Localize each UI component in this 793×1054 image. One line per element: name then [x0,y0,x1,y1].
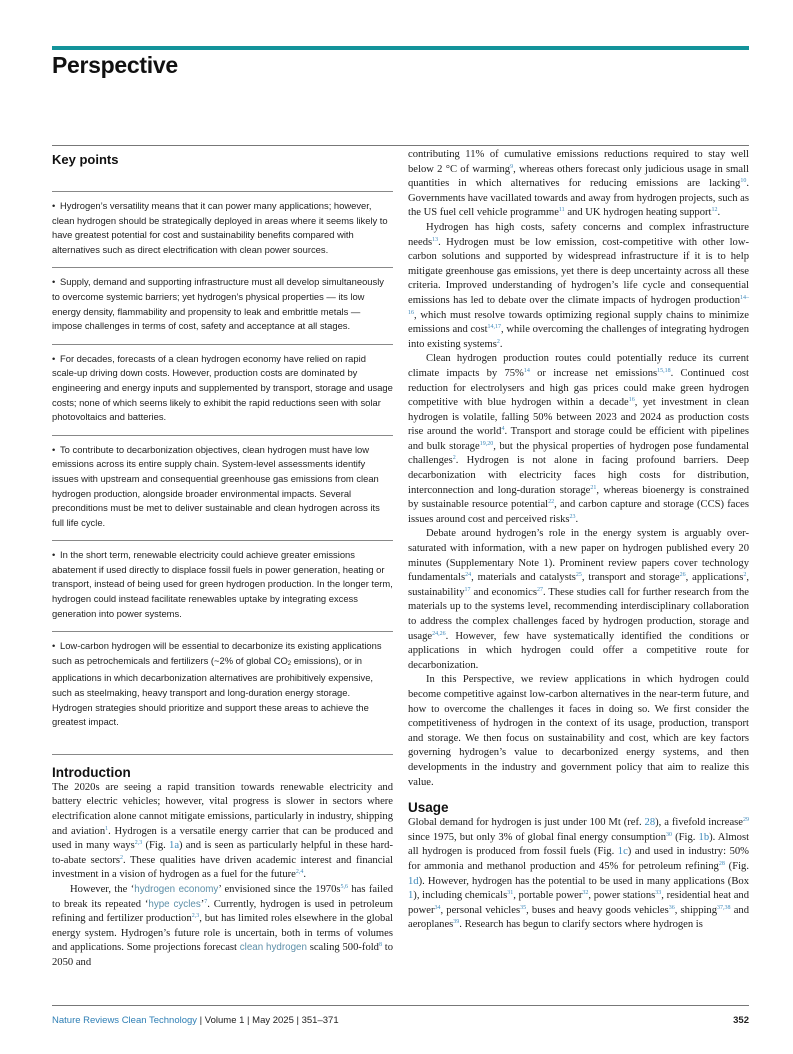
paragraph: Hydrogen has high costs, safety concerns and complex infrastructure needs$^{13}$. Hydrogen must be low emission, cost-competitive with other low-carbon solutions and supported by widespread infrastructure if it is to help mitigate greenhouse gas emissions, yet there is deep uncertainty across all these criteria. Improved understanding of hydrogen’s life cycle and consequential emissions has led to debate over the climate impacts of hydrogen production$^{14-16}$, which must resolve towards optimizing regional supply chains to minimize emissions and cost$^{14,17}$, while overcoming the challenges of integrating hydrogen into existing systems$^2$. [408,221,749,350]
citation-link[interactable]: 24,26 [432,630,446,637]
citation-link[interactable]: 2,3 [191,913,200,920]
glossary-term-link[interactable]: hydrogen economy [134,883,219,895]
citation-link[interactable]: 14–16 [408,294,749,316]
citation-link[interactable]: 13 [432,236,439,243]
paragraph: In this Perspective, we review applications in which hydrogen could become competitive against low-carbon alternatives in the near-term future, and how to overcome the challenges it faces in doing so. We first consider the competitiveness of hydrogen in the context of its usage, production, transport and storage. We then focus on sustainability and cost, which are key factors governing hydrogen’s value to decarbonized energy systems, and then developments in the industry and government policy that aim to realize this value. [408,674,749,788]
page-footer [52,1015,749,1026]
journal-name-link[interactable]: Nature Reviews Clean Technology [52,1015,198,1026]
citation-link[interactable]: 26 [679,572,686,579]
citation-link[interactable]: 7 [204,898,208,905]
citation-link[interactable]: 29 [743,817,749,824]
citation-link[interactable]: 19,20 [479,440,494,447]
section-label: Perspective [52,52,178,78]
right-column [408,148,749,933]
citation-link[interactable]: 31 [507,890,514,897]
key-points-title: Key points [52,152,119,167]
paragraph: Global demand for hydrogen is just under 100 Mt (ref. 28), a fivefold increase$^{29}$ since 1975, but only 3% of global final energy consumption$^{30}$ (Fig. 1b). Almost all hydrogen is produced from fossil fuels (Fig. 1c) and used in industry: 50% for ammonia and methanol production and 45% for petroleum refining$^{28}$ (Fig. 1d). However, hydrogen has the potential to be used in many applications (Box 1), including chemicals$^{31}$, portable power$^{32}$, power stations$^{33}$, residential heat and power$^{34}$, personal vehicles$^{35}$, buses and heavy goods vehicles$^{36}$, shipping$^{37,38}$ and aeroplanes$^{39}$. Research has begun to clarify sectors where hydrogen is [408,817,750,931]
glossary-term-link[interactable]: hype cycles [148,898,201,910]
citation-link[interactable]: 2,3 [134,840,143,847]
bullet-icon: • [52,200,56,211]
introduction-body-continued [408,148,749,790]
citation-link[interactable]: 17 [464,586,471,593]
citation-link[interactable]: 2,4 [295,869,304,876]
paragraph: Debate around hydrogen’s role in the energy system is arguably over-saturated with information, with a new paper on hydrogen published every 20 minutes (Supplementary Note 1). Prominent review papers cover technology fundamentals$^{24}$, materials and catalysts$^{25}$, transport and storage$^{26}$, applications$^2$, sustainability$^{17}$ and economics$^{27}$. These studies call for further research from the materials up to the systems level, recommending interdisciplinary collaboration to address the complex challenges faced by hydrogen production, storage and usage$^{24,26}$. However, few have systematically identified the conditions or applications in which hydrogen could offer a competitive route for decarbonization. [408,528,749,671]
citation-link[interactable]: 5,6 [340,883,348,890]
citation-link[interactable]: 4 [501,426,505,433]
figure-link[interactable]: 1c [617,846,628,858]
citation-link[interactable]: 21 [590,484,597,491]
left-column [52,146,393,971]
key-point-item: • For decades, forecasts of a clean hydrogen economy have relied on rapid scale-up driving down costs. However, production costs are dominated by engineering and energy inputs and supplemented by transport, storage and usage costs; none of which seems likely to exhibit the rapid reductions seen with solar photovoltaics and batteries. [52,344,393,435]
glossary-term-link[interactable]: clean hydrogen [239,942,307,954]
citation-link[interactable]: 2 [743,572,747,579]
figure-link[interactable]: 1b [698,831,710,843]
bullet-icon: • [52,549,56,561]
citation-link[interactable]: 32 [582,890,589,897]
citation-link[interactable]: 37,38 [717,904,731,911]
citation-link[interactable]: 34 [434,904,441,911]
header-accent-rule [52,46,749,50]
citation-link[interactable]: 14 [523,367,530,374]
citation-link[interactable]: 9 [510,163,514,170]
key-point-item: • Low-carbon hydrogen will be essential to decarbonize its existing applications such as petrochemicals and fertilizers (~2% of global $CO_2$ emissions), or in applications in which decarbonization alternatives are prohibitively expensive, such as steelmaking, heavy transport and long-duration energy storage. Hydrogen strategies should prioritize and support these areas to achieve the greatest impact. [52,631,393,740]
paragraph: However, the ‘hydrogen economy’ envisioned since the $1970s^{5,6}$ has failed to break its repeated ‘hype cycles’$^7$. Currently, hydrogen is used in petroleum refining and fertilizer production$^{2,3}$, but has limited roles elsewhere in the global energy system. Hydrogen’s future role is uncertain, both in terms of volumes and applications. Some projections forecast clean hydrogen scaling 500-fold$^8$ to 2050 and [52,883,394,968]
citation-link[interactable]: 28 [718,860,725,867]
citation-link[interactable]: 23 [569,513,576,520]
citation-link[interactable]: 11 [558,207,565,214]
citation-link[interactable]: 16 [628,397,635,404]
citation-link[interactable]: 2 [452,455,456,462]
bullet-icon: • [52,443,56,455]
bullet-icon: • [52,352,56,364]
page-number: 352 [733,1015,749,1026]
citation-link[interactable]: 8 [378,942,382,949]
citation-link[interactable]: 2 [120,854,124,861]
key-point-item: • In the short term, renewable electricity could achieve greater emissions abatement if used directly to displace fossil fuels in power generation, heating or transport, instead of being used for green hydrogen production. In the longer term, hydrogen could instead facilitate renewables uptake by integrating excess generation into power systems. [52,540,393,631]
key-point-item: • To contribute to decarbonization objectives, clean hydrogen must have low emissions across its entire supply chain. System-level assessments identify issues with upstream and consequential greenhouse gas emissions from clean hydrogen production, alongside broader environmental impacts. Several preconditions must be met to deliver sustainable and clean hydrogen across its full life cycle. [52,435,393,541]
introduction-heading: Introduction [52,764,131,780]
citation-link[interactable]: 30 [666,831,673,838]
bullet-icon: • [52,640,56,652]
key-point-item: • Hydrogen’s versatility means that it can power many applications; however, clean hydrogen should be strategically deployed in areas where it seems likely to have greatest potential for cost and sustainability benefits compared with alternatives such as direct electrification with clean power sources. [52,191,393,267]
citation-link[interactable]: 27 [536,586,543,593]
paragraph: The 2020s are seeing a rapid transition towards renewable electricity and battery electric vehicles; however, vital progress is slower in sectors where electrification alone cannot mitigate emissions, particularly in industry, shipping and aviation$^1$. Hydrogen is a versatile energy carrier that can be produced and used in many ways$^{2,3}$ (Fig. 1a) and is seen as particularly helpful in these hard-to-abate sectors$^2$. These qualities have driven academic interest and financial investment in a vision of hydrogen as a fuel for the future$^{2,4}$. [52,781,394,881]
figure-link[interactable]: 1d [408,875,419,887]
introduction-body [52,781,393,971]
paragraph: contributing 11% of cumulative emissions reductions required to stay well below 2 °C of warming$^9$, whereas others forecast only judicious usage in small quantities in which alternatives for reducing emissions are lacking$^{10}$. Governments have vacillated towards and away from hydrogen projects, such as the US fuel cell vehicle programme$^{11}$ and UK hydrogen heating support$^{12}$. [408,149,749,219]
key-point-item: • Supply, demand and supporting infrastructure must all develop simultaneously to overcome systemic barriers; yet hydrogen’s physical properties — its low energy density, flammability and propensity to leak and embrittle metals — impose challenges in terms of cost, safety and acceptance at all stages. [52,267,393,343]
citation-link[interactable]: 12 [711,207,718,214]
citation-link[interactable]: 35 [520,904,527,911]
figure-link[interactable]: 1a [169,840,180,852]
citation-link[interactable]: 10 [740,178,747,185]
paragraph: Clean hydrogen production routes could potentially reduce its current climate impacts by 75%$^{14}$ or increase net emissions$^{15,18}$. Continued cost reduction for electrolysers and high gas prices could make green hydrogen competitive with blue hydrogen within a decade$^{16}$, yet investment in clean hydrogen is volatile, falling 50% between 2023 and 2024 as production costs rise around the world$^4$. Transport and storage could be efficient with pipelines and bulk storage$^{19,20}$, but the physical properties of hydrogen pose fundamental challenges$^2$. Hydrogen is not alone in facing profound barriers. Deep decarbonization with electricity faces high costs for distribution, interconnection and long-duration storage$^{21}$, whereas bioenergy is constrained by sustainable resource potential$^{22}$, and carbon capture and storage (CCS) faces issues around cost and perceived risks$^{23}$. [408,353,750,525]
citation-link[interactable]: 15,18 [657,367,671,374]
volume-info: | Volume 1 | May 2025 | 351–371 [197,1015,339,1026]
citation-link[interactable]: 24 [465,572,472,579]
citation-link[interactable]: 1 [105,825,109,832]
bullet-icon: • [52,276,56,288]
citation-link[interactable]: 33 [655,890,662,897]
key-points-end-divider [52,754,393,765]
usage-body [408,816,749,933]
box-link[interactable]: 1 [408,890,414,902]
citation-link[interactable]: 22 [548,499,555,506]
footer-divider [52,1005,749,1006]
citation-link[interactable]: 36 [668,904,675,911]
citation-link[interactable]: 25 [575,572,582,579]
reference-link[interactable]: 28 [644,817,656,829]
usage-heading: Usage [408,800,449,816]
citation-link[interactable]: 2 [496,338,500,345]
citation-link[interactable]: 14,17 [487,324,502,331]
citation-link[interactable]: 39 [453,919,460,926]
